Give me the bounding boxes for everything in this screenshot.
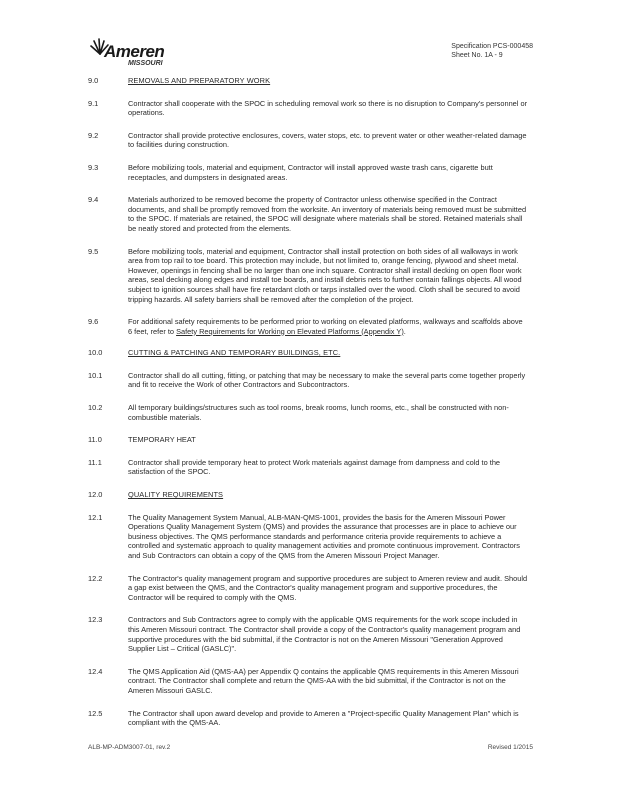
- section-heading: [88, 76, 528, 86]
- section-number: 12.4: [88, 666, 103, 676]
- section-number: 12.2: [88, 573, 103, 583]
- section-text: The Quality Management System Manual, ALB-MAN-QMS-1001, provides the basis for the Ameren Missouri Power Operations Quality Management System (QMS) and provides the assurance that processes are in place to achieve our business objectives. The QMS performance standards and performance criteria provide requirements to achieve a controlled and systematic approach to quality management activities and promote continuous improvement. Contractors and Sub Contractors can obtain a copy of the QMS from the Ameren Missouri Project Manager.: [128, 512, 520, 560]
- section-item: [88, 709, 528, 728]
- section-heading: [88, 435, 528, 445]
- section-number: 10.1: [88, 370, 103, 380]
- logo-wordmark: Ameren: [104, 42, 165, 61]
- section-text: Contractor shall provide protective enclosures, covers, water stops, etc. to prevent water or other weather-related damage to facilities during construction.: [128, 130, 527, 150]
- section-number: 11.1: [88, 457, 102, 467]
- footer-revision: Revised 1/2015: [487, 744, 533, 751]
- section-text: For additional safety requirements to be performed prior to working on elevated platforms, walkways and scaffolds above 6 feet, refer to: [128, 317, 523, 336]
- section-number: 12.3: [88, 615, 103, 625]
- section-number: 12.1: [88, 512, 103, 522]
- section-text: Materials authorized to be removed become the property of Contractor unless otherwise specified in the Contract documents, and shall be promptly removed from the worksite. An inventory of materials being removed must be submitted to the SPOC. If materials are retained, the SPOC will designate where materials shall be stored. Retained materials shall be neatly stored and protected from the elements.: [128, 195, 527, 233]
- section-number: 12.0: [88, 490, 103, 500]
- section-number: 9.2: [88, 130, 99, 140]
- section-item: [88, 99, 528, 118]
- section-item: [88, 317, 528, 336]
- section-item: [88, 131, 528, 150]
- section-title: REMOVALS AND PREPARATORY WORK: [128, 76, 271, 85]
- section-title: QUALITY REQUIREMENTS: [128, 490, 224, 500]
- spec-number: Specification PCS-000458: [451, 43, 533, 50]
- section-number: 9.4: [88, 195, 99, 205]
- section-item: [88, 574, 528, 603]
- section-item: [88, 371, 528, 390]
- footer-doc-id: ALB-MP-ADM3007-01, rev.2: [88, 744, 171, 751]
- section-text: Before mobilizing tools, material and equipment, Contractor shall install protection on both sides of all walkways in work area from top rail to toe board. This protection may include, but not limited to, orange fencing, plywood and sheet metal. However, openings in fencing shall be no larger than one inch square. Contractor shall install decking on open floor work areas, seal decking along edges and install toe boards, and install debris nets to further contain fallings objects. All wood subject to ignition sources shall have fire retardant cloth or tarps installed over the wood. Cloth shall be secured to avoid tripping hazards. All safety barriers shall be removed after the completion of the project.: [128, 246, 522, 304]
- section-text: The QMS Application Aid (QMS-AA) per Appendix Q contains the applicable QMS requirements in this Ameren Missouri contract. The Contractor shall complete and return the QMS-AA with the bid submittal, if the Contractor is not on the Ameren Missouri GASLC.: [128, 666, 519, 695]
- section-item: [88, 513, 528, 561]
- section-item: [88, 458, 528, 477]
- logo-subtitle: MISSOURI: [128, 60, 163, 67]
- section-title: TEMPORARY HEAT: [128, 435, 196, 445]
- section-number: 11.0: [88, 435, 102, 445]
- section-text: Contractors and Sub Contractors agree to comply with the applicable QMS requirements for the work scope included in this Ameren Missouri contract. The Contractor shall provide a copy of the Contractor's quality management program and supportive procedures with the bid submittal, if the Contractor is not on the Ameren Missouri "Generation Approved Supplier List – Critical (GASLC)".: [128, 615, 521, 654]
- section-number: 10.2: [88, 403, 103, 413]
- section-number: 9.5: [88, 246, 99, 256]
- section-item: [88, 667, 528, 696]
- section-text-end: .: [403, 326, 406, 336]
- section-text: Contractor shall provide temporary heat to protect Work materials against damage from dampness and cold to the satisfaction of the SPOC.: [128, 457, 501, 477]
- section-number: 9.3: [88, 162, 99, 172]
- ameren-logo: [88, 36, 178, 70]
- section-number: 9.6: [88, 317, 99, 327]
- section-number: 12.5: [88, 708, 103, 718]
- section-item: [88, 195, 528, 233]
- section-text: The Contractor's quality management program and supportive procedures are subject to Ameren review and audit. Should a gap exist between the QMS, and the Contractor's quality management program and supportive procedures, the Contractor will be required to comply with the QMS.: [128, 573, 528, 602]
- section-item: [88, 247, 528, 305]
- section-text: The Contractor shall upon award develop and provide to Ameren a "Project-specific Quality Management Plan" which is compliant with the QMS-AA.: [128, 708, 519, 728]
- section-number: 9.1: [88, 98, 99, 108]
- section-number: 10.0: [88, 348, 103, 358]
- sheet-number: Sheet No. 1A - 9: [451, 52, 503, 59]
- section-item: [88, 163, 528, 182]
- section-item: [88, 615, 528, 653]
- section-text: Contractor shall cooperate with the SPOC in scheduling removal work so there is no disruption to Company's personnel or operations.: [128, 98, 528, 118]
- appendix-y-link[interactable]: Safety Requirements for Working on Elevated Platforms (Appendix Y): [176, 326, 404, 336]
- section-item: [88, 403, 528, 422]
- section-text: All temporary buildings/structures such as tool rooms, break rooms, lunch rooms, etc., shall be constructed with non-combustible materials.: [128, 403, 509, 422]
- section-title: CUTTING & PATCHING AND TEMPORARY BUILDINGS, ETC.: [128, 348, 341, 358]
- sections-list: [88, 72, 528, 728]
- section-heading: [88, 348, 528, 358]
- spec-info: [451, 42, 533, 60]
- section-number: 9.0: [88, 76, 99, 85]
- section-text: Before mobilizing tools, material and equipment, Contractor will install approved waste trash cans, cigarette butt receptacles, and dumpsters in designated areas.: [128, 162, 493, 182]
- section-text: Contractor shall do all cutting, fitting, or patching that may be necessary to make the several parts come together properly and fit to receive the Work of other Contractors and Subcontractors.: [128, 370, 526, 390]
- section-heading: [88, 490, 528, 500]
